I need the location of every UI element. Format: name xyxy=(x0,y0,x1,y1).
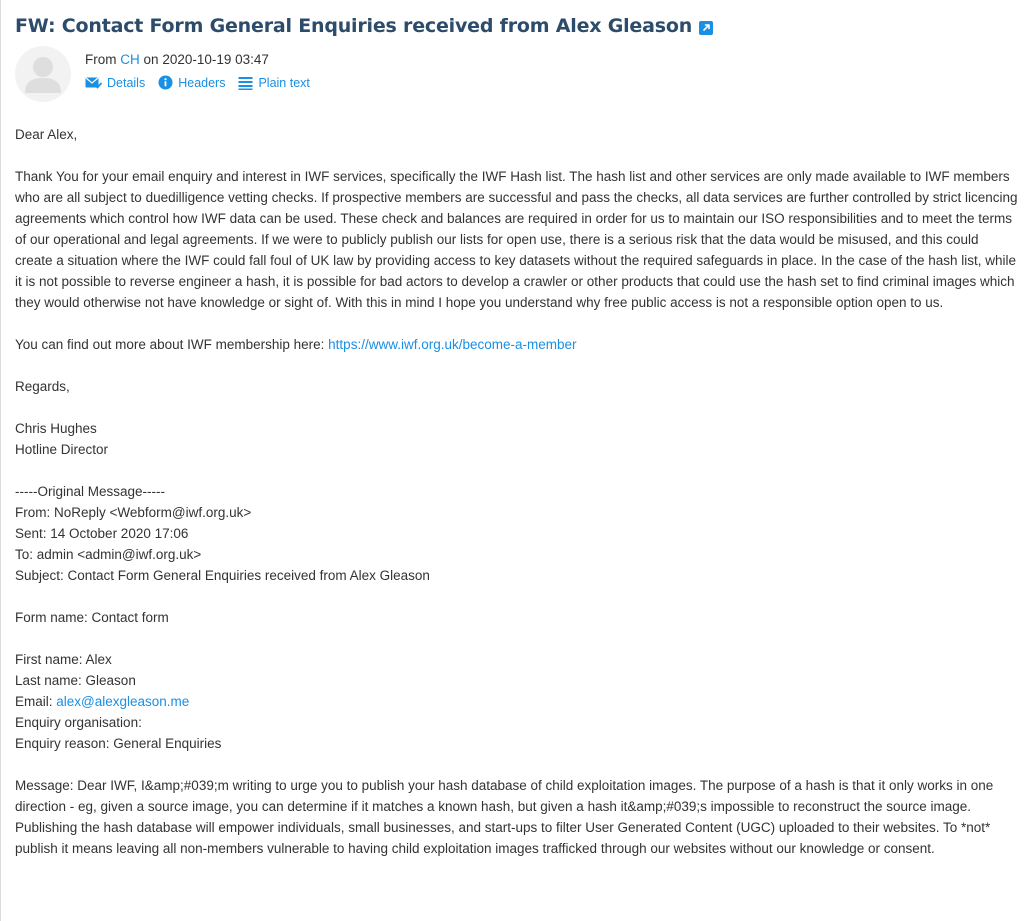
original-message-header: -----Original Message----- xyxy=(15,484,166,499)
details-label: Details xyxy=(107,75,146,90)
email-link[interactable]: alex@alexgleason.me xyxy=(56,694,190,709)
message-body xyxy=(15,124,1018,859)
on-label: on xyxy=(143,52,159,67)
original-subject: Subject: Contact Form General Enquiries received from Alex Gleason xyxy=(15,568,430,583)
details-button[interactable] xyxy=(85,76,145,90)
plain-text-label: Plain text xyxy=(258,75,310,90)
sender-link[interactable]: CH xyxy=(120,52,140,67)
signature-title: Hotline Director xyxy=(15,442,109,457)
external-link-icon[interactable] xyxy=(699,21,713,35)
last-name: Last name: Gleason xyxy=(15,673,136,688)
regards: Regards, xyxy=(15,379,70,394)
greeting: Dear Alex, xyxy=(15,127,78,142)
header-actions xyxy=(85,75,323,90)
plain-text-button[interactable] xyxy=(238,76,309,90)
enquiry-reason: Enquiry reason: General Enquiries xyxy=(15,736,222,751)
body-paragraph: Thank You for your email enquiry and interest in IWF services, specifically the IWF Hash list. The hash list and other services are only made available to IWF members who are all subject to duedilligence vetting checks. If prospective members are successful and pass the checks, all data services are further controlled by strict licencing agreements which control how IWF data can be used. These check and balances are required in order for us to maintain our ISO responsibilities and to meet the terms of our operational and legal agreements. If we were to publicly publish our lists for open use, there is a serious risk that the data would be misused, and this could create a situation where the IWF could fall foul of UK law by providing access to key datasets without the required safeguards in place. In the case of the hash list, while it is not possible to reverse engineer a hash, it is possible for bad actors to develop a crawler or other products that could use the hash set to find criminal images which they would otherwise not have knowledge or sight of. With this in mind I hope you understand why free public access is not a responsible option open to us. xyxy=(15,169,1018,310)
membership-text: You can find out more about IWF membership here: xyxy=(15,337,329,352)
email-line xyxy=(15,691,1018,712)
user-placeholder-icon xyxy=(15,46,71,102)
signature-name: Chris Hughes xyxy=(15,421,97,436)
from-label: From xyxy=(85,52,117,67)
message-meta xyxy=(85,46,323,102)
original-sent: Sent: 14 October 2020 17:06 xyxy=(15,526,189,541)
headers-label: Headers xyxy=(178,75,226,90)
form-name: Form name: Contact form xyxy=(15,610,169,625)
subject-row xyxy=(15,10,1017,42)
membership-link[interactable]: https://www.iwf.org.uk/become-a-member xyxy=(328,337,577,352)
list-lines-icon xyxy=(238,76,253,90)
message-header xyxy=(15,46,1017,102)
from-line xyxy=(85,51,323,69)
original-from: From: NoReply <Webform@iwf.org.uk> xyxy=(15,505,252,520)
first-name: First name: Alex xyxy=(15,652,112,667)
email-label: Email: xyxy=(15,694,57,709)
message-subject: FW: Contact Form General Enquiries received from Alex Gleason xyxy=(15,15,693,37)
membership-line xyxy=(15,334,1018,355)
message-date: 2020-10-19 03:47 xyxy=(162,52,269,67)
envelope-check-icon xyxy=(85,76,102,89)
form-message: Message: Dear IWF, I&amp;#039;m writing to urge you to publish your hash database of child exploitation images. The purpose of a hash is that it only works in one direction - eg, given a source image, you can determine if it matches a known hash, but given a hash it&amp;#039;s impossible to reconstruct the source image. Publishing the hash database will empower individuals, small businesses, and start-ups to filter User Generated Content (UGC) uploaded to their websites. To *not* publish it means leaving all non-members vulnerable to having child exploitation images trafficked through our websites without our knowledge or consent. xyxy=(15,778,994,856)
info-icon xyxy=(158,75,173,90)
headers-button[interactable] xyxy=(158,75,225,90)
message-view xyxy=(1,0,1029,859)
original-to: To: admin <admin@iwf.org.uk> xyxy=(15,547,202,562)
enquiry-organisation: Enquiry organisation: xyxy=(15,715,142,730)
